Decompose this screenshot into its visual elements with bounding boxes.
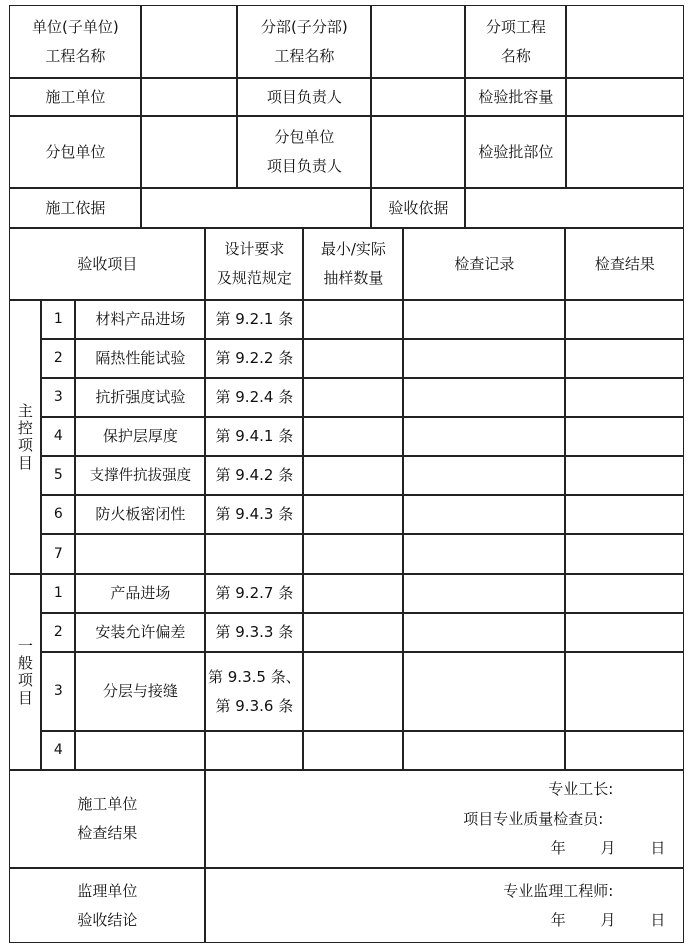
main-row-1-result[interactable] [565, 300, 684, 339]
general-row-2-sample[interactable] [303, 613, 403, 652]
general-row-1-spec: 第 9.2.7 条 [205, 574, 303, 613]
main-row-3-name: 抗折强度试验 [75, 378, 205, 417]
main-row-4-name: 保护层厚度 [75, 417, 205, 456]
main-row-7-record[interactable] [403, 534, 565, 574]
contractor-label: 施工单位 [9, 78, 141, 116]
main-row-1-spec: 第 9.2.1 条 [205, 300, 303, 339]
sub-manager-label-line1: 分包单位 [274, 128, 335, 147]
main-row-1-no: 1 [41, 300, 75, 339]
main-row-3-result[interactable] [565, 378, 684, 417]
general-row-3-result[interactable] [565, 652, 684, 731]
column-record: 检查记录 [403, 228, 565, 300]
main-row-6-result[interactable] [565, 495, 684, 534]
main-row-5-sample[interactable] [303, 456, 403, 495]
general-row-4-no: 4 [41, 731, 75, 770]
column-sample-line1: 最小/实际 [320, 240, 386, 259]
general-label-char-3: 项 [17, 671, 33, 690]
division-name-label [237, 5, 371, 78]
main-row-6-no: 6 [41, 495, 75, 534]
main-row-5-spec: 第 9.4.2 条 [205, 456, 303, 495]
batch-capacity-label: 检验批容量 [465, 78, 566, 116]
main-row-4-sample[interactable] [303, 417, 403, 456]
item-name-label-line1: 分项工程 [485, 17, 546, 36]
main-row-1-sample[interactable] [303, 300, 403, 339]
main-label-char-2: 控 [17, 419, 33, 438]
supervisor-date-day: 日 [650, 910, 666, 929]
subcontractor-value[interactable] [141, 116, 237, 188]
construction-basis-label: 施工依据 [9, 188, 141, 228]
general-row-3-record[interactable] [403, 652, 565, 731]
contractor-result-label-line1: 施工单位 [77, 795, 138, 814]
sub-manager-value[interactable] [371, 116, 465, 188]
column-spec [205, 228, 303, 300]
main-row-7-sample[interactable] [303, 534, 403, 574]
subcontractor-label: 分包单位 [9, 116, 141, 188]
column-sample [303, 228, 403, 300]
batch-location-value[interactable] [566, 116, 684, 188]
contractor-result-signoff[interactable] [205, 770, 684, 868]
main-row-7-name[interactable] [75, 534, 205, 574]
contractor-date-year: 年 [550, 838, 566, 857]
supervisor-date-year: 年 [550, 910, 566, 929]
general-row-3-no: 3 [41, 652, 75, 731]
general-label-char-4: 目 [17, 688, 33, 707]
main-row-3-no: 3 [41, 378, 75, 417]
acceptance-basis-value[interactable] [465, 188, 684, 228]
main-control-group-label [9, 300, 41, 574]
general-row-3-spec-line1: 第 9.3.5 条、 [208, 667, 301, 686]
general-row-3-spec-line2: 第 9.3.6 条 [215, 696, 294, 715]
main-row-7-result[interactable] [565, 534, 684, 574]
column-sample-line2: 抽样数量 [323, 269, 384, 288]
unit-name-label [9, 5, 141, 78]
main-row-5-no: 5 [41, 456, 75, 495]
main-row-4-record[interactable] [403, 417, 565, 456]
unit-name-value[interactable] [141, 5, 237, 78]
division-name-label-line2: 工程名称 [274, 46, 335, 65]
contractor-date [206, 834, 665, 863]
contractor-date-month: 月 [600, 838, 616, 857]
sub-manager-label-line2: 项目负责人 [266, 157, 342, 176]
main-row-2-spec: 第 9.2.2 条 [205, 339, 303, 378]
general-row-1-name: 产品进场 [75, 574, 205, 613]
construction-basis-value[interactable] [141, 188, 371, 228]
column-spec-line2: 及规范规定 [216, 269, 292, 288]
main-label-char-3: 项 [17, 436, 33, 455]
division-name-value[interactable] [371, 5, 465, 78]
item-name-label [465, 5, 566, 78]
main-label-char-1: 主 [17, 401, 33, 420]
contractor-result-label-line2: 检查结果 [77, 824, 138, 843]
general-group-label [9, 574, 41, 770]
main-row-2-no: 2 [41, 339, 75, 378]
main-row-2-sample[interactable] [303, 339, 403, 378]
item-name-value[interactable] [566, 5, 684, 78]
main-row-3-spec: 第 9.2.4 条 [205, 378, 303, 417]
main-row-4-result[interactable] [565, 417, 684, 456]
general-row-1-result[interactable] [565, 574, 684, 613]
general-row-2-no: 2 [41, 613, 75, 652]
main-row-4-spec: 第 9.4.1 条 [205, 417, 303, 456]
general-row-2-record[interactable] [403, 613, 565, 652]
division-name-label-line1: 分部(子分部) [261, 17, 348, 36]
contractor-value[interactable] [141, 78, 237, 116]
main-row-2-result[interactable] [565, 339, 684, 378]
main-label-char-4: 目 [17, 453, 33, 472]
contractor-result-label [9, 770, 205, 868]
general-row-2-name: 安装允许偏差 [75, 613, 205, 652]
foreman-label: 专业工长: [548, 780, 614, 799]
main-row-6-spec: 第 9.4.3 条 [205, 495, 303, 534]
main-row-7-spec[interactable] [205, 534, 303, 574]
main-row-2-record[interactable] [403, 339, 565, 378]
general-row-4-sample[interactable] [303, 731, 403, 770]
supervisor-signoff[interactable] [205, 868, 684, 943]
item-name-label-line2: 名称 [500, 46, 531, 65]
supervisor-date [206, 906, 665, 935]
unit-name-label-line2: 工程名称 [45, 46, 106, 65]
contractor-date-day: 日 [650, 838, 666, 857]
general-label-char-1: 一 [17, 636, 33, 655]
main-row-6-sample[interactable] [303, 495, 403, 534]
general-row-4-spec[interactable] [205, 731, 303, 770]
general-row-1-no: 1 [41, 574, 75, 613]
general-row-4-record[interactable] [403, 731, 565, 770]
main-row-5-name: 支撑件抗拔强度 [75, 456, 205, 495]
column-spec-line1: 设计要求 [224, 240, 285, 259]
acceptance-basis-label: 验收依据 [371, 188, 465, 228]
general-row-3-sample[interactable] [303, 652, 403, 731]
main-row-6-record[interactable] [403, 495, 565, 534]
main-row-4-no: 4 [41, 417, 75, 456]
general-row-2-result[interactable] [565, 613, 684, 652]
supervisor-conclusion-label-line2: 验收结论 [77, 910, 138, 929]
main-row-3-record[interactable] [403, 378, 565, 417]
supervisor-conclusion-label [9, 868, 205, 943]
general-row-4-result[interactable] [565, 731, 684, 770]
column-result: 检查结果 [565, 228, 684, 300]
general-row-2-spec: 第 9.3.3 条 [205, 613, 303, 652]
general-label-char-2: 般 [17, 654, 33, 673]
general-row-1-sample[interactable] [303, 574, 403, 613]
main-row-7-no: 7 [41, 534, 75, 574]
batch-location-label: 检验批部位 [465, 116, 566, 188]
main-row-1-name: 材料产品进场 [75, 300, 205, 339]
supervisor-conclusion-label-line1: 监理单位 [77, 881, 138, 900]
main-row-5-record[interactable] [403, 456, 565, 495]
main-row-5-result[interactable] [565, 456, 684, 495]
general-row-1-record[interactable] [403, 574, 565, 613]
project-manager-label: 项目负责人 [237, 78, 371, 116]
main-row-3-sample[interactable] [303, 378, 403, 417]
column-item: 验收项目 [9, 228, 205, 300]
general-row-3-name: 分层与接缝 [75, 652, 205, 731]
main-row-6-name: 防火板密闭性 [75, 495, 205, 534]
sub-manager-label [237, 116, 371, 188]
inspector-label: 项目专业质量检查员: [463, 809, 604, 828]
unit-name-label-line1: 单位(子单位) [32, 17, 119, 36]
general-row-4-name[interactable] [75, 731, 205, 770]
main-row-2-name: 隔热性能试验 [75, 339, 205, 378]
main-row-1-record[interactable] [403, 300, 565, 339]
supervisor-engineer-label: 专业监理工程师: [503, 881, 614, 900]
supervisor-date-month: 月 [600, 910, 616, 929]
batch-capacity-value[interactable] [566, 78, 684, 116]
general-row-3-spec [205, 652, 303, 731]
project-manager-value[interactable] [371, 78, 465, 116]
